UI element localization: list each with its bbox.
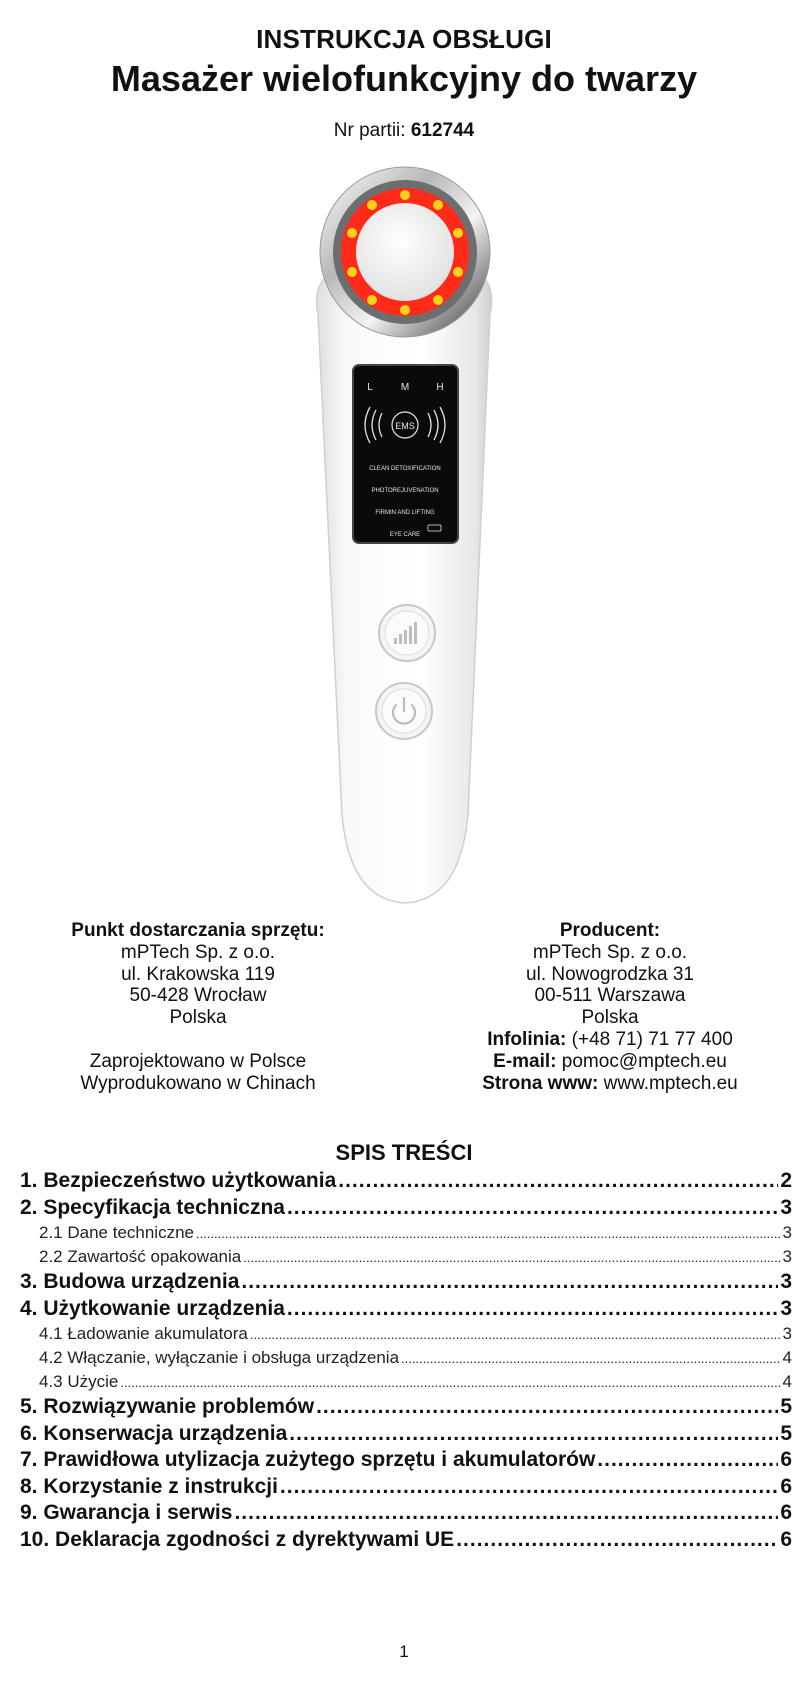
toc-leader-dots: [243, 1245, 780, 1262]
made-in: Wyprodukowano w Chinach: [80, 1072, 316, 1094]
toc-entry-title: 10. Deklaracja zgodności z dyrektywami UE: [20, 1527, 455, 1551]
toc-entry[interactable]: [20, 1168, 792, 1195]
delivery-line: 50-428 Wrocław: [129, 985, 267, 1007]
toc-entry-title: 2. Specyfikacja techniczna: [20, 1195, 285, 1219]
table-of-contents: [20, 1168, 792, 1553]
toc-entry[interactable]: [20, 1296, 792, 1323]
toc-entry[interactable]: [20, 1447, 792, 1474]
toc-leader-dots: [250, 1322, 781, 1339]
toc-leader-dots: [287, 1296, 778, 1317]
facial-massager-image: [290, 165, 520, 905]
toc-leader-dots: [289, 1421, 778, 1442]
toc-entry-title: 4.1 Ładowanie akumulatora: [39, 1324, 248, 1343]
toc-leader-dots: [234, 1500, 778, 1521]
producer-heading: Producent:: [559, 920, 661, 941]
level-mid-text: M: [400, 382, 410, 393]
toc-leader-dots: [316, 1394, 778, 1415]
batch-number: 612744: [410, 120, 475, 141]
delivery-address-block: [8, 920, 388, 1094]
toc-entry-page: 3: [782, 1223, 792, 1242]
toc-entry-page: 3: [780, 1270, 792, 1293]
producer-address-block: [420, 920, 800, 1094]
toc-entry[interactable]: [20, 1500, 792, 1527]
producer-line: 00-511 Warszawa: [534, 985, 686, 1007]
www-value: www.mptech.eu: [603, 1072, 738, 1094]
designed-in: Zaprojektowano w Polsce: [89, 1050, 307, 1072]
mode-firm-text: FIRMIN AND LIFTING: [375, 510, 435, 516]
email-value: pomoc@mptech.eu: [561, 1050, 727, 1072]
device-illustration: [290, 165, 520, 905]
toc-entry-title: 1. Bezpieczeństwo użytkowania: [20, 1169, 337, 1192]
producer-line: ul. Nowogrodzka 31: [526, 963, 694, 985]
toc-leader-dots: [196, 1221, 781, 1238]
toc-entry-page: 4: [782, 1348, 792, 1367]
toc-entry-title: 4.3 Użycie: [39, 1372, 119, 1391]
toc-leader-dots: [597, 1447, 778, 1468]
toc-leader-dots: [338, 1168, 778, 1189]
toc-entry[interactable]: [20, 1269, 792, 1296]
toc-entry[interactable]: [20, 1245, 792, 1269]
toc-entry[interactable]: [20, 1421, 792, 1448]
toc-leader-dots: [456, 1527, 778, 1548]
hotline-label: Infolinia:: [487, 1028, 567, 1050]
toc-entry[interactable]: [20, 1394, 792, 1421]
ems-badge-text: EMS: [395, 421, 415, 431]
toc-heading: SPIS TREŚCI: [335, 1140, 473, 1165]
toc-entry-page: 2: [780, 1169, 792, 1192]
toc-leader-dots: [241, 1269, 778, 1290]
toc-entry-page: 6: [780, 1527, 792, 1551]
toc-leader-dots: [280, 1474, 778, 1495]
toc-entry[interactable]: [20, 1474, 792, 1501]
producer-line: mPTech Sp. z o.o.: [532, 941, 688, 963]
toc-entry-page: 4: [782, 1372, 792, 1391]
toc-entry[interactable]: [20, 1195, 792, 1222]
mode-clean-text: CLEAN DETOXIFICATION: [369, 466, 441, 472]
email-label: E-mail:: [493, 1050, 557, 1072]
toc-entry-title: 2.2 Zawartość opakowania: [39, 1247, 242, 1266]
hotline: [420, 1029, 800, 1051]
email: [420, 1051, 800, 1073]
toc-entry-page: 3: [782, 1324, 792, 1343]
toc-entry-title: 9. Gwarancja i serwis: [20, 1501, 233, 1524]
delivery-line: mPTech Sp. z o.o.: [120, 941, 276, 963]
toc-entry[interactable]: [20, 1221, 792, 1245]
toc-leader-dots: [287, 1195, 778, 1216]
toc-entry-title: 3. Budowa urządzenia: [20, 1270, 240, 1293]
toc-entry-title: 7. Prawidłowa utylizacja zużytego sprzętu i akumulatorów: [20, 1448, 596, 1471]
level-low-text: L: [367, 382, 373, 393]
delivery-line: ul. Krakowska 119: [121, 963, 275, 985]
delivery-heading: Punkt dostarczania sprzętu:: [71, 920, 325, 941]
www-label: Strona www:: [482, 1072, 599, 1094]
toc-entry-page: 6: [780, 1501, 792, 1524]
toc-entry-title: 5. Rozwiązywanie problemów: [20, 1395, 315, 1418]
toc-entry-page: 5: [780, 1421, 792, 1445]
hotline-value: (+48 71) 71 77 400: [571, 1028, 733, 1050]
toc-entry[interactable]: [20, 1346, 792, 1370]
toc-entry-page: 6: [780, 1448, 792, 1471]
toc-entry-title: 2.1 Dane techniczne: [39, 1223, 194, 1242]
toc-entry[interactable]: [20, 1322, 792, 1346]
toc-entry-page: 3: [780, 1296, 792, 1320]
toc-entry-page: 6: [780, 1474, 792, 1498]
delivery-line: Polska: [169, 1007, 227, 1029]
mode-eye-text: EYE CARE: [389, 532, 421, 538]
toc-entry-title: 4. Użytkowanie urządzenia: [20, 1296, 285, 1320]
toc-entry-page: 3: [780, 1195, 792, 1219]
toc-entry[interactable]: [20, 1527, 792, 1554]
batch-line: [0, 120, 808, 142]
document-label: INSTRUKCJA OBSŁUGI: [256, 24, 552, 54]
toc-leader-dots: [120, 1370, 780, 1387]
toc-leader-dots: [401, 1346, 781, 1363]
level-high-text: H: [436, 382, 444, 393]
toc-entry-title: 6. Konserwacja urządzenia: [20, 1421, 288, 1445]
mode-photo-text: PHOTOREJUVENATION: [371, 488, 439, 494]
toc-entry-page: 5: [780, 1395, 792, 1418]
toc-entry[interactable]: [20, 1370, 792, 1394]
toc-entry-title: 4.2 Włączanie, wyłączanie i obsługa urządzenia: [39, 1348, 400, 1367]
toc-entry-page: 3: [782, 1247, 792, 1266]
batch-prefix: Nr partii:: [333, 120, 406, 141]
page-number: 1: [399, 1642, 409, 1661]
toc-entry-title: 8. Korzystanie z instrukcji: [20, 1474, 278, 1498]
producer-line: Polska: [581, 1007, 639, 1029]
website: [420, 1073, 800, 1095]
document-title: Masażer wielofunkcyjny do twarzy: [110, 58, 698, 99]
